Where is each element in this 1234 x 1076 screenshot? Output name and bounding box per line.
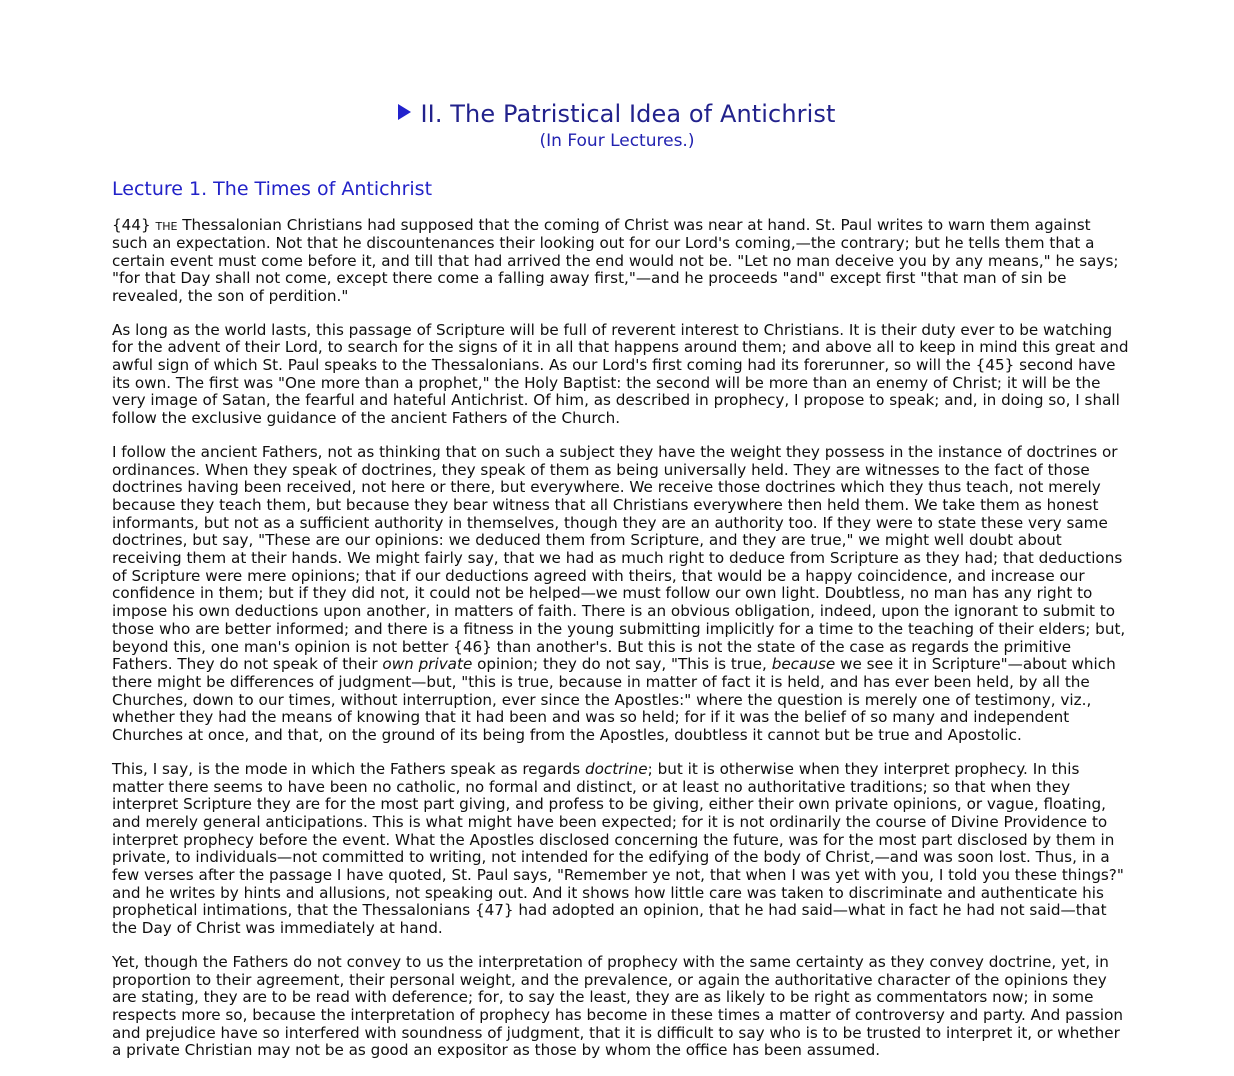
paragraph-3: [112, 444, 1130, 745]
lecture-heading: Lecture 1. The Times of Antichrist: [112, 178, 433, 201]
small-caps-the: the: [155, 216, 178, 235]
page-title: [0, 0, 1234, 128]
paragraph-3-seg-4: we see it in Scripture"—about which there might be differences of judgment—but, "this is true, because in matter of fact it is held, and has ever been held, by all the Churches, down to our times, without interruption, ever since the Apostles:" where the question is merely one of testimony, viz., whether they had the means of knowing that it had been and was so held; for if it was the belief of so many and independent Churches at once, and that, on the ground of its being from the Apostles, doubtless it cannot but be true and Apostolic.: [112, 655, 1116, 745]
page-subtitle: (In Four Lectures.): [539, 131, 695, 152]
page-marker-44: {44}: [112, 216, 156, 235]
paragraph-3-seg-0: I follow the ancient Fathers, not as thinking that on such a subject they have the weight they possess in the instance of doctrines or ordinances. When they speak of doctrines, they speak of them as being universally held. They are witnesses to the fact of those doctrines having been received, not here or there, but everywhere. We receive those doctrines which they thus teach, not merely because they teach them, but because they bear witness that all Christians everywhere then held them. We take them as honest informants, but not as a sufficient authority in themselves, though they are an authority too. If they were to state these very same doctrines, but say, "These are our opinions: we deduced them from Scripture, and they are true," we might well doubt about receiving them at their hands. We might fairly say, that we had as much right to deduce from Scripture as they had; that deductions of Scripture were mere opinions; that if our deductions agreed with theirs, that would be a happy coincidence, and increase our confidence in them; but if they did not, it could not be helped—we must follow our own light. Doubtless, no man has any right to impose his own deductions upon another, in matters of faith. There is an obvious obligation, indeed, upon the ignorant to submit to those who are better informed; and there is a fitness in the young submitting implicitly for a time to the teaching of their elders; but, beyond this, one man's opinion is not better {46} than another's. But this is not the state of the case as regards the primitive Fathers. They do not speak of their: [112, 442, 1126, 674]
paragraph-4: [112, 761, 1130, 938]
paragraph-4-seg-0: This, I say, is the mode in which the Fathers speak as regards: [112, 759, 585, 778]
paragraph-2: As long as the world lasts, this passage of Scripture will be full of reverent interest to Christians. It is their duty ever to be watching for the advent of their Lord, to search for the signs of it in all that happens around them; and above all to keep in mind this great and awful sign of which St. Paul speaks to the Thessalonians. As our Lord's first coming had its forerunner, so will the {45} second have its own. The first was "One more than a prophet," the Holy Baptist: the second will be more than an enemy of Christ; it will be the very image of Satan, the fearful and hateful Antichrist. Of him, as described in prophecy, I propose to speak; and, in doing so, I shall follow the exclusive guidance of the ancient Fathers of the Church.: [112, 320, 1129, 428]
paragraph-4-seg-2: ; but it is otherwise when they interpret prophecy. In this matter there seems to have been no catholic, no formal and distinct, or at least no authoritative traditions; so that when they interpret Scripture they are for the most part giving, and profess to be giving, either their own private opinions, or vague, floating, and merely general anticipations. This is what might have been expected; for it is not ordinarily the course of Divine Providence to interpret prophecy before the event. What the Apostles disclosed concerning the future, was for the most part disclosed by them in private, to individuals—not committed to writing, not intended for the edifying of the body of Christ,—and was soon lost. Thus, in a few verses after the passage I have quoted, St. Paul says, "Remember ye not, that when I was yet with you, I told you these things?" and he writes by hints and allusions, not speaking out. And it shows how little care was taken to discriminate and authenticate his prophetical intimations, that the Thessalonians {47} had adopted an opinion, that he had said—what in fact he had not said—that the Day of Christ was immediately at hand.: [112, 759, 1124, 938]
paragraph-1-text: Thessalonian Christians had supposed that the coming of Christ was near at hand. St. Paul writes to warn them against such an expectation. Not that he discountenances their looking out for our Lord's coming,—the contrary; but he tells them that a certain event must come before it, and till that had arrived the end would not be. "Let no man deceive you by any means," he says; "for that Day shall not come, except there come a falling away first,"—and he proceeds "and" except first "that man of sin be revealed, the son of perdition.": [112, 216, 1119, 305]
paragraph-3-em-because: because: [771, 655, 836, 674]
body-copy: [0, 201, 1234, 1060]
page-title-text: II. The Patristical Idea of Antichrist: [420, 100, 836, 128]
triangle-right-icon: [398, 104, 411, 120]
paragraph-1: [112, 217, 1130, 306]
paragraph-4-em-doctrine: doctrine: [584, 759, 648, 778]
paragraph-5: Yet, though the Fathers do not convey to us the interpretation of prophecy with the same certainty as they convey doctrine, yet, in proportion to their agreement, their personal weight, and the prevalence, or again the authoritative character of the opinions they are stating, they are to be read with deference; for, to say the least, they are as likely to be right as commentators now; in some respects more so, because the interpretation of prophecy has become in these times a matter of controversy and party. And passion and prejudice have so interfered with soundness of judgment, that it is difficult to say who is to be trusted to interpret it, or whether a private Christian may not be as good an expositor as those by whom the office has been assumed.: [112, 952, 1124, 1060]
paragraph-3-seg-2: opinion; they do not say, "This is true,: [472, 655, 772, 674]
paragraph-3-em-own-private: own private: [382, 655, 473, 674]
